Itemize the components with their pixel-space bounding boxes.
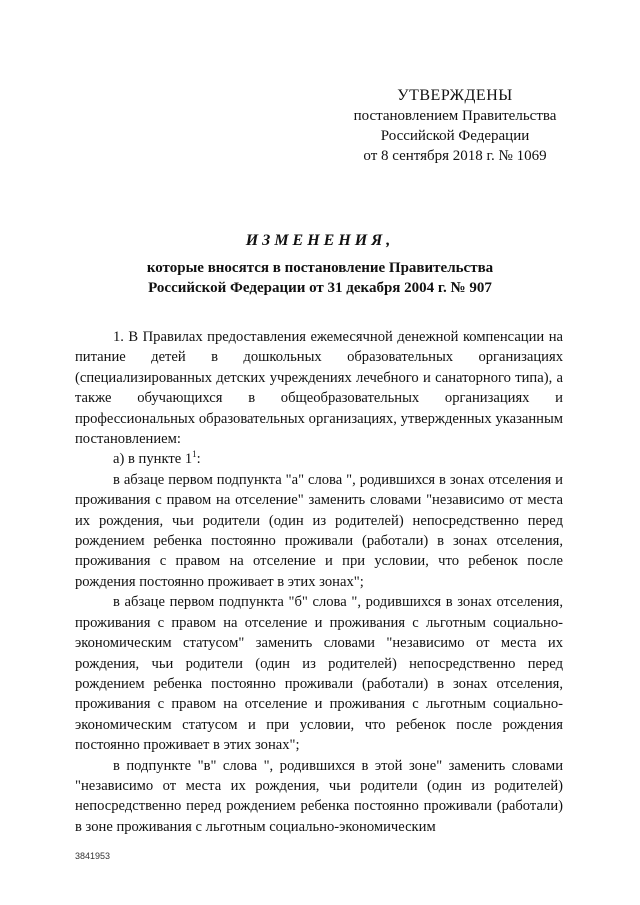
paragraph-4: в абзаце первом подпункта "б" слова ", родившихся в зонах отселения, проживания с правом на отселение и проживания с льготным социально-экономическим статусом" заменить словами "независимо от места их рождения, чьи родители (один из родителей) непосредственно перед рождением ребенка постоянно проживали (работали) в зонах отселения, проживания с правом на отселение и проживания с льготным социально-экономическим статусом и при условии, что ребенок после рождения постоянно проживает в этих зонах"; (75, 594, 563, 754)
paragraph-2-text: а) в пункте 1 (113, 451, 193, 468)
paragraph-2-superscript: 1 (192, 449, 197, 460)
approval-stamp (330, 86, 580, 166)
approval-heading: УТВЕРЖДЕНЫ (397, 87, 513, 104)
document-title: ИЗМЕНЕНИЯ, (245, 232, 395, 249)
subtitle-line-2: Российской Федерации от 31 декабря 2004 г. № 907 (148, 280, 492, 296)
document-body (75, 327, 563, 837)
paragraph-3: в абзаце первом подпункта "а" слова ", родившихся в зонах отселения и проживания с правом на отселение" заменить словами "независимо от места их рождения, чьи родители (один из родителей) непосредственно перед рождением ребенка постоянно проживали (работали) в зонах отселения, проживания с правом на отселение и при условии, что ребенок после рождения постоянно проживает в этих зонах"; (75, 471, 563, 590)
document-code: 3841953 (75, 851, 111, 861)
paragraph-5: в подпункте "в" слова ", родившихся в этой зоне" заменить словами "независимо от места их рождения, чьи родители (один из родителей) непосредственно перед рождением ребенка постоянно проживали (работали) в зоне проживания с льготным социально-экономическим (75, 757, 563, 835)
document-subtitle (90, 258, 550, 298)
paragraph-1: 1. В Правилах предоставления ежемесячной денежной компенсации на питание детей в дошкольных образовательных организациях (специализированных детских учреждениях лечебного и санаторного типа), а также обучающихся в общеобразовательных организациях и профессиональных образовательных организациях, утвержденных указанным постановлением: (75, 329, 563, 448)
subtitle-line-1: которые вносятся в постановление Правительства (146, 260, 494, 276)
approval-line-3: от 8 сентября 2018 г. № 1069 (363, 148, 547, 164)
approval-line-1: постановлением Правительства (353, 108, 557, 124)
paragraph-2 (75, 449, 563, 469)
approval-line-2: Российской Федерации (380, 128, 530, 144)
paragraph-2-colon: : (196, 451, 201, 468)
